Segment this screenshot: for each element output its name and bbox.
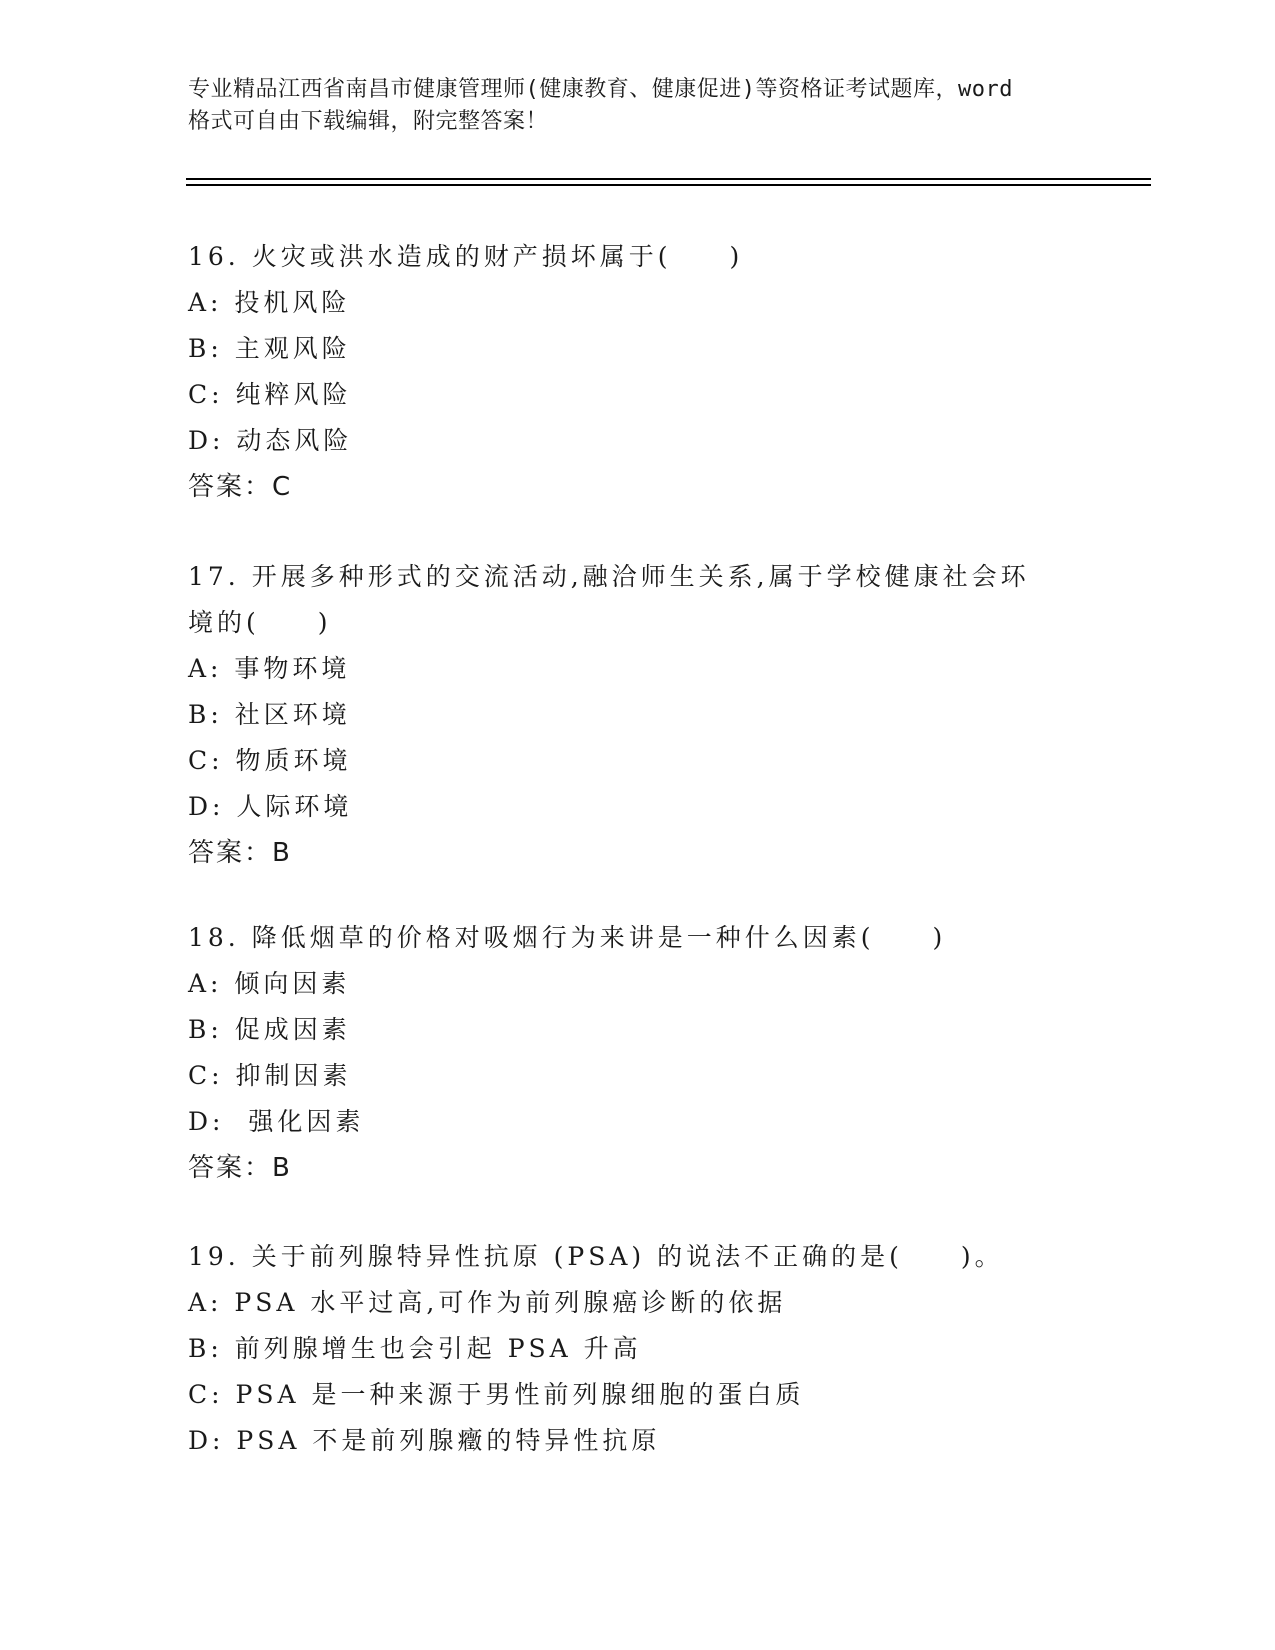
option-c: C: 物质环境 — [188, 746, 352, 775]
option-a: A: 倾向因素 — [188, 969, 351, 998]
option-d: D: 人际环境 — [188, 792, 353, 821]
question-19 — [188, 1234, 1088, 1464]
header-divider-bottom — [186, 184, 1151, 186]
option-a: A: 事物环境 — [188, 654, 351, 683]
option-c: C: 抑制因素 — [188, 1061, 352, 1090]
option-a: A: PSA 水平过高,可作为前列腺癌诊断的依据 — [188, 1288, 787, 1317]
question-17 — [188, 554, 1048, 876]
option-b: B: 主观风险 — [188, 334, 351, 363]
answer: 答案：C — [188, 472, 293, 502]
option-c: C: 纯粹风险 — [188, 380, 352, 409]
option-d: D: PSA 不是前列腺癥的特异性抗原 — [188, 1426, 661, 1455]
question-18 — [188, 915, 1088, 1191]
question-stem: 16. 火灾或洪水造成的财产损坏属于( ) — [188, 242, 744, 271]
header-divider-top — [186, 178, 1151, 180]
question-stem: 19. 关于前列腺特异性抗原 (PSA) 的说法不正确的是( )。 — [188, 1242, 1004, 1271]
option-b: B: 前列腺增生也会引起 PSA 升高 — [188, 1334, 642, 1363]
answer: 答案：B — [188, 838, 292, 868]
question-16 — [188, 234, 1088, 510]
option-d: D: 强化因素 — [188, 1107, 365, 1136]
question-stem: 17. 开展多种形式的交流活动,融洽师生关系,属于学校健康社会环境的( ) — [188, 562, 1030, 637]
option-a: A: 投机风险 — [188, 288, 351, 317]
question-stem: 18. 降低烟草的价格对吸烟行为来讲是一种什么因素( ) — [188, 923, 947, 952]
option-c: C: PSA 是一种来源于男性前列腺细胞的蛋白质 — [188, 1380, 805, 1409]
answer: 答案：B — [188, 1153, 292, 1183]
option-b: B: 促成因素 — [188, 1015, 351, 1044]
option-d: D: 动态风险 — [188, 426, 353, 455]
option-b: B: 社区环境 — [188, 700, 351, 729]
header-line-2: 格式可自由下载编辑，附完整答案！ — [188, 109, 549, 134]
header-line-1: 专业精品江西省南昌市健康管理师(健康教育、健康促进)等资格证考试题库，word — [188, 77, 1013, 102]
document-header — [188, 74, 1088, 138]
